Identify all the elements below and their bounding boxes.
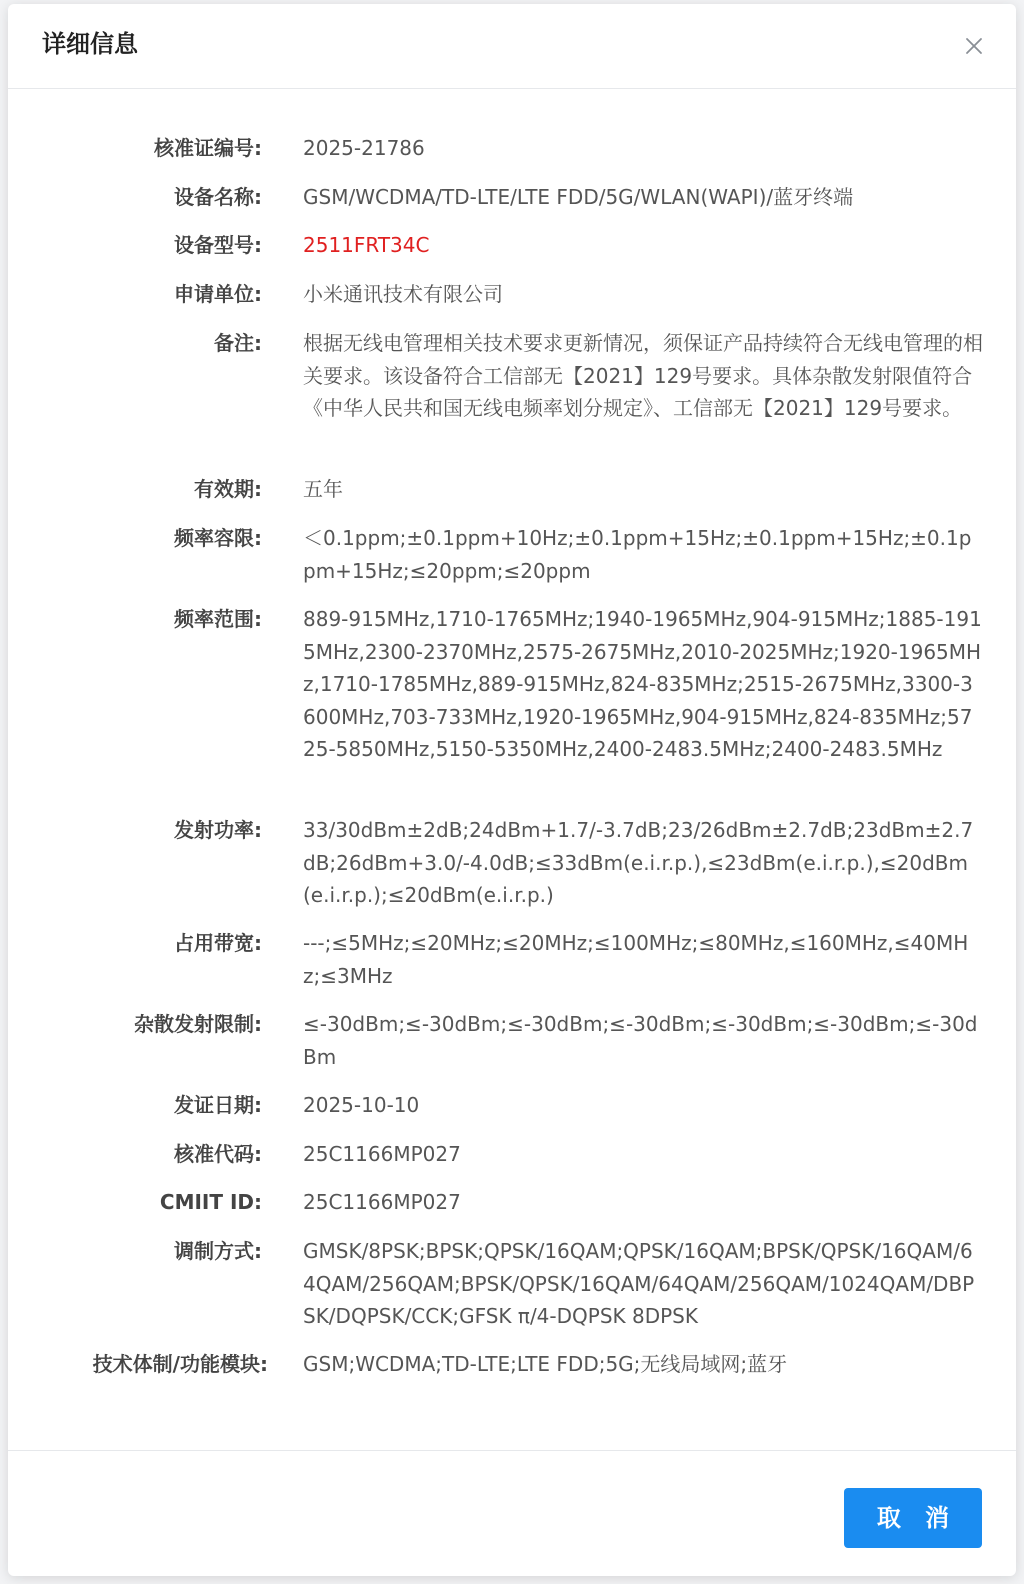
field-label: 申请单位: (174, 282, 262, 306)
field-label: 发射功率: (174, 818, 262, 842)
field-value: 五年 (303, 477, 343, 501)
field-label: 设备名称: (174, 185, 262, 209)
field-value: 根据无线电管理相关技术要求更新情况，须保证产品持续符合无线电管理的相关要求。该设备符合工信部无【2021】129号要求。具体杂散发射限值符合《中华人民共和国无线电频率划分规定》、工信部无【2021】129号要求。 (303, 331, 983, 420)
field-value: 25C1166MP027 (303, 1142, 461, 1166)
field-value: 889-915MHz,1710-1765MHz;1940-1965MHz,904-915MHz;1885-1915MHz,2300-2370MHz,2575-2675MHz,2010-2025MHz;1920-1965MHz,1710-1785MHz,889-915MHz,824-835MHz;2515-2675MHz,3300-3600MHz,703-733MHz,1920-1965MHz,904-915MHz,824-835MHz;5725-5850MHz,5150-5350MHz,2400-2483.5MHz;2400-2483.5MHz (303, 607, 982, 761)
field-value: 2025-10-10 (303, 1093, 420, 1117)
dialog-body (8, 88, 1016, 1452)
field-label: 核准代码: (174, 1142, 262, 1166)
field-label: 占用带宽: (174, 931, 262, 955)
field-value: 33/30dBm±2dB;24dBm+1.7/-3.7dB;23/26dBm±2.7dB;23dBm±2.7dB;26dBm+3.0/-4.0dB;≤33dBm(e.i.r.p.),≤23dBm(e.i.r.p.),≤20dBm(e.i.r.p.);≤20dBm(e.i.r.p.) (303, 818, 974, 907)
field-value: 小米通讯技术有限公司 (303, 282, 503, 306)
field-label: 技术体制/功能模块: (92, 1352, 268, 1376)
field-label: 频率范围: (174, 607, 262, 631)
field-value-model: 2511FRT34C (303, 233, 430, 257)
detail-dialog (8, 4, 1016, 1576)
field-value: ≤-30dBm;≤-30dBm;≤-30dBm;≤-30dBm;≤-30dBm;≤-30dBm;≤-30dBm (303, 1012, 978, 1069)
field-label: 杂散发射限制: (134, 1012, 262, 1036)
field-value: GMSK/8PSK;BPSK;QPSK/16QAM;QPSK/16QAM;BPSK/QPSK/16QAM/64QAM/256QAM;BPSK/QPSK/16QAM/64QAM/256QAM/1024QAM/DBPSK/DQPSK/CCK;GFSK π/4-DQPSK 8DPSK (303, 1239, 975, 1328)
field-label: 发证日期: (174, 1093, 262, 1117)
close-icon[interactable] (962, 34, 986, 58)
field-label: 有效期: (194, 477, 262, 501)
field-value: 2025-21786 (303, 136, 425, 160)
field-label: 备注: (214, 331, 262, 355)
field-label: 频率容限: (174, 526, 262, 550)
field-value: ---;≤5MHz;≤20MHz;≤20MHz;≤100MHz;≤80MHz,≤160MHz,≤40MHz;≤3MHz (303, 931, 969, 988)
cancel-button[interactable]: 取 消 (844, 1488, 982, 1548)
field-value: 25C1166MP027 (303, 1190, 461, 1214)
field-value: ＜0.1ppm;±0.1ppm+10Hz;±0.1ppm+15Hz;±0.1ppm+15Hz;±0.1ppm+15Hz;≤20ppm;≤20ppm (303, 526, 972, 583)
field-label: CMIIT ID: (159, 1190, 262, 1214)
field-label: 设备型号: (174, 233, 262, 257)
dialog-footer (8, 1450, 1016, 1576)
field-value: GSM;WCDMA;TD-LTE;LTE FDD;5G;无线局域网;蓝牙 (303, 1352, 788, 1376)
field-value: GSM/WCDMA/TD-LTE/LTE FDD/5G/WLAN(WAPI)/蓝牙终端 (303, 185, 854, 209)
field-label: 核准证编号: (154, 136, 262, 160)
dialog-header (8, 4, 1016, 89)
field-label: 调制方式: (174, 1239, 262, 1263)
dialog-title: 详细信息 (42, 30, 138, 58)
